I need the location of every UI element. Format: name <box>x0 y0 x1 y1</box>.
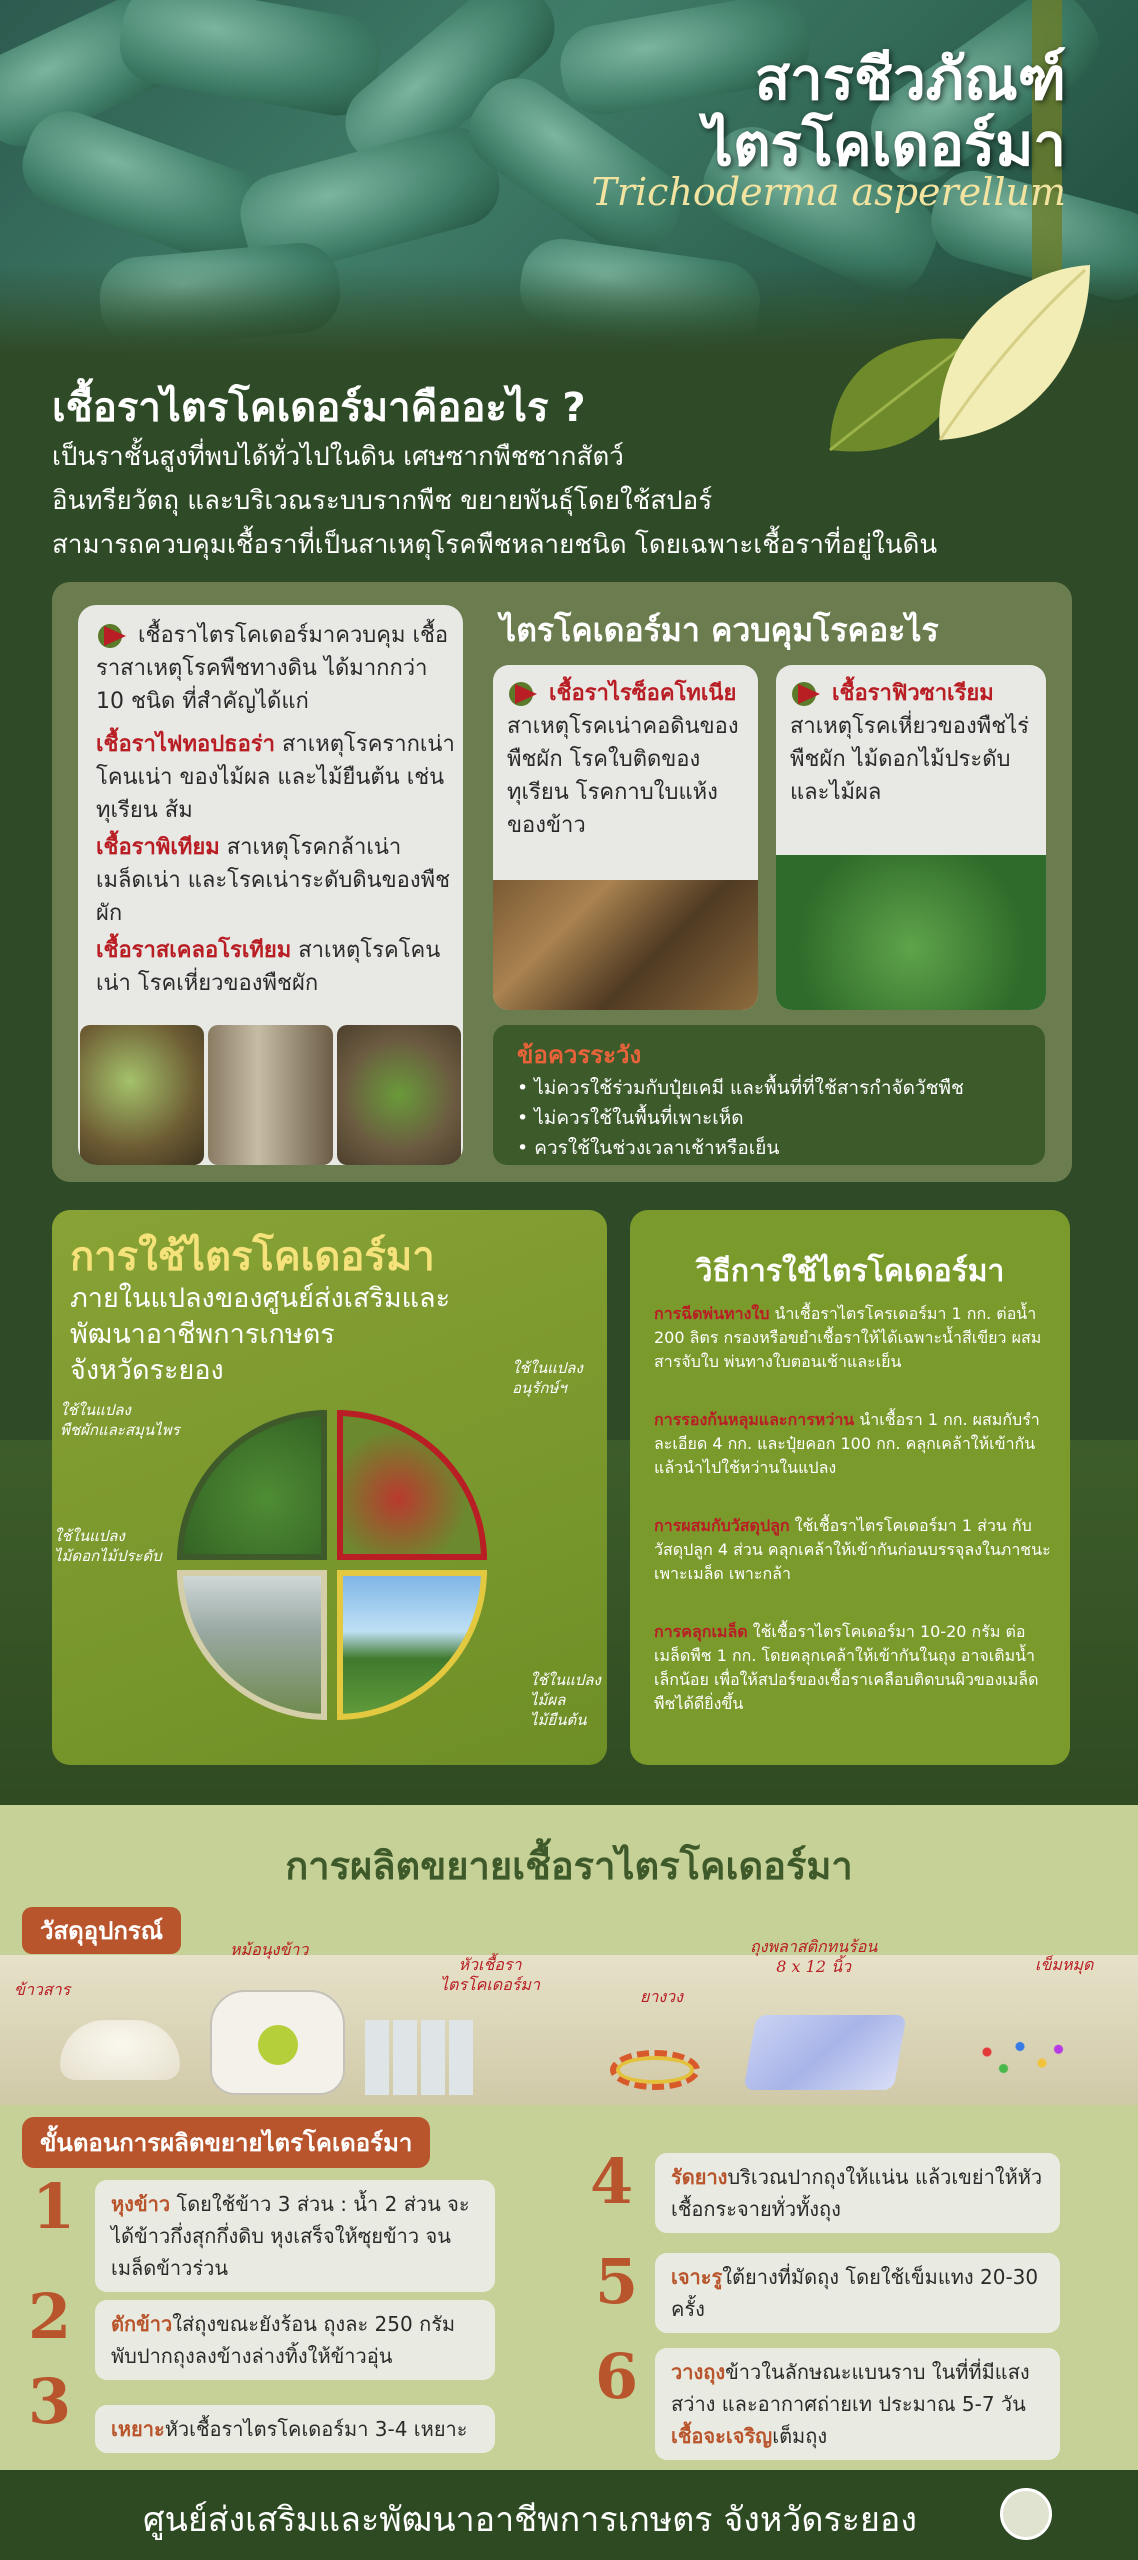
step-number: 1 <box>32 2170 76 2243</box>
rice-pile <box>60 2020 180 2080</box>
step-number: 5 <box>595 2245 639 2318</box>
material-cooker-label: หม้อนุงข้าว <box>230 1940 309 1959</box>
page-title-line2: ไตรโคเดอร์มา <box>703 111 1066 179</box>
photo-trunk-rot <box>208 1025 332 1165</box>
disease-photo-strip <box>78 1025 463 1165</box>
step-card-5: เจาะรูใต้ยางที่มัดถุง โดยใช้เข็มแทง 20-30 ครั้ง <box>655 2253 1060 2333</box>
materials-label: วัสดุอุปกรณ์ <box>22 1907 181 1954</box>
footer-organization: ศูนย์ส่งเสริมและพัฒนาอาชีพการเกษตร จังหวัดระยอง <box>143 2500 917 2540</box>
usage-sub-3: จังหวัดระยอง <box>70 1355 224 1386</box>
photo-vegetable-plot <box>177 1410 327 1560</box>
label-orchid: ใช้ในแปลง อนุรักษ์ฯ <box>512 1359 583 1397</box>
leaf-icon <box>800 250 1100 470</box>
control-list-card <box>78 605 463 1165</box>
method-item-1: การฉีดพ่นทางใบ นำเชื้อราไตรโครเดอร์มา 1 กก. ต่อน้ำ 200 ลิตร กรองหรือขยำเชื้อราให้ได้เฉพาะน้ำสีเขียว ผสมสารจับใบ พ่นทางใบตอนเช้าและเย็น <box>654 1304 1042 1371</box>
steps-label: ขั้นตอนการผลิตขยายไตรโคเดอร์มา <box>22 2117 430 2168</box>
method-item-2: การรองก้นหลุมและการหว่าน นำเชื้อรา 1 กก. ผสมกับรำละเอียด 4 กก. และปุ๋ยคอก 100 กก. คลุกเคล้าให้เข้ากันแล้วนำไปใช้หว่านในแปลง <box>654 1410 1040 1477</box>
control-heading: ไตรโคเดอร์มา ควบคุมโรคอะไร <box>500 611 939 649</box>
fusarium-desc: สาเหตุโรคเหี่ยวของพืชไร่ พืชผัก ไม้ดอกไม้ประดับ และไม้ผล <box>790 714 1030 805</box>
rubber-bands-icon <box>610 2050 700 2090</box>
control-item-2: เชื้อราพิเทียม สาเหตุโรคกล้าเน่า เมล็ดเน่า และโรคเน่าระดับดินของพืชผัก <box>96 835 451 926</box>
photo-orchid-plot <box>337 1410 487 1560</box>
control-item-1: เชื้อราไฟทอปธอร่า สาเหตุโรครากเน่าโคนเน่า ของไม้ผล และไม้ยืนต้น เช่น ทุเรียน ส้ม <box>96 732 455 823</box>
department-seal-icon <box>1000 2488 1052 2540</box>
photo-greenhouse <box>177 1570 327 1720</box>
production-section <box>0 1805 1138 2470</box>
page-title-line1: สารชีวภัณฑ์ <box>754 45 1066 113</box>
material-rice-label: ข้าวสาร <box>14 1980 71 1999</box>
method-item-3: การผสมกับวัสดุปลูก ใช้เชื้อราไตรโคเดอร์มา 1 ส่วน กับวัสดุปลูก 4 ส่วน คลุกเคล้าให้เข้ากันก่อนบรรจุลงในภาชนะเพาะเมล็ด เพาะกล้า <box>654 1516 1051 1583</box>
material-bag-label: ถุงพลาสติกทนร้อน 8 x 12 นิ้ว <box>750 1937 878 1976</box>
photo-seedling-rot <box>80 1025 204 1165</box>
method-title: วิธีการใช้ไตรโคเดอร์มา <box>695 1254 1005 1289</box>
arrow-bullet-icon <box>790 680 826 708</box>
rice-cooker-logo <box>258 2025 298 2065</box>
caution-item: • ไม่ควรใช้ร่วมกับปุ๋ยเคมี และพื้นที่ที่ใช้สารกำจัดวัชพืช <box>517 1077 964 1099</box>
rhizoctonia-card <box>493 665 758 1010</box>
photo-fruit-trees <box>337 1570 487 1720</box>
step-card-4: รัดยางบริเวณปากถุงให้แน่น แล้วเขย่าให้หัวเชื้อกระจายทั่วทั้งถุง <box>655 2153 1060 2233</box>
usage-sub-1: ภายในแปลงของศูนย์ส่งเสริมและ <box>70 1283 451 1314</box>
section-question-heading: เชื้อราไตรโคเดอร์มาคืออะไร ? <box>52 385 586 431</box>
production-title: การผลิตขยายเชื้อราไตรโคเดอร์มา <box>285 1844 853 1888</box>
control-item-3: เชื้อราสเคลอโรเทียม สาเหตุโรคโคนเน่า โรคเหี่ยวของพืชผัก <box>96 938 441 996</box>
step-card-2: ตักข้าวใส่ถุงขณะยังร้อน ถุงละ 250 กรัม พับปากถุงลงข้างล่างทิ้งให้ข้าวอุ่น <box>95 2300 495 2380</box>
usage-sub-2: พัฒนาอาชีพการเกษตร <box>70 1319 335 1350</box>
method-item-4: การคลุกเมล็ด ใช้เชื้อราไตรโคเดอร์มา 10-20 กรัม ต่อเมล็ดพืช 1 กก. โดยคลุกเคล้าให้เข้ากันในถุง อาจเติมน้ำเล็กน้อย เพื่อให้สปอร์ของเชื้อราเคลือบติดบนผิวของเมล็ดพืชได้ดียิ่งขึ้น <box>654 1622 1039 1713</box>
label-flower: ใช้ในแปลง ไม้ดอกไม้ประดับ <box>54 1527 162 1565</box>
usage-title: การใช้ไตรโคเดอร์มา <box>70 1234 435 1280</box>
label-vegetable: ใช้ในแปลง พืชผักและสมุนไพร <box>60 1401 180 1439</box>
step-card-1: หุงข้าว โดยใช้ข้าว 3 ส่วน : น้ำ 2 ส่วน จะได้ข้าวกึ่งสุกกึ่งดิบ หุงเสร็จให้ซุยข้าว จนเมล็ดข้าวร่วน <box>95 2180 495 2292</box>
step-number: 6 <box>595 2340 639 2413</box>
rhizoctonia-desc: สาเหตุโรคเน่าคอดินของพืชผัก โรคใบติดของทุเรียน โรคกาบใบแห้งของข้าว <box>507 714 739 838</box>
material-pin-label: เข็มหมุด <box>1035 1955 1094 1974</box>
footer <box>0 2470 1138 2560</box>
arrow-bullet-icon <box>96 622 132 650</box>
control-lead: เชื้อราไตรโคเดอร์มาควบคุม เชื้อราสาเหตุโรคพืชทางดิน ได้มากกว่า 10 ชนิด ที่สำคัญได้แก่ <box>96 623 449 714</box>
step-card-6: วางถุงข้าวในลักษณะแบนราบ ในที่ที่มีแสงสว่าง และอากาศถ่ายเท ประมาณ 5-7 วัน เชื้อจะเจริญเต็มถุง <box>655 2348 1060 2460</box>
usage-panel <box>52 1210 607 1765</box>
starter-bottles <box>365 2020 475 2095</box>
arrow-bullet-icon <box>507 680 543 708</box>
material-rubber-label: ยางวง <box>640 1987 683 2006</box>
caution-title: ข้อควรระวัง <box>517 1041 642 1069</box>
photo-soil-rot <box>337 1025 461 1165</box>
caution-box <box>493 1025 1045 1165</box>
photo-wilted-plant <box>776 855 1046 1010</box>
intro-line-1: เป็นราชั้นสูงที่พบได้ทั่วไปในดิน เศษซากพืชซากสัตว์ <box>52 442 624 472</box>
step-number: 4 <box>590 2145 634 2218</box>
scientific-name: Trichoderma asperellum <box>591 170 1066 214</box>
plastic-bag-icon <box>743 2015 906 2090</box>
caution-item: • ไม่ควรใช้ในพื้นที่เพาะเห็ด <box>517 1107 744 1129</box>
step-number: 3 <box>28 2365 72 2438</box>
material-starter-label: หัวเชื้อรา ไตรโคเดอร์มา <box>440 1955 540 1994</box>
intro-line-2: อินทรียวัตถุ และบริเวณระบบรากพืช ขยายพันธุ์โดยใช้สปอร์ <box>52 486 713 516</box>
label-fruit: ใช้ในแปลง ไม้ผล ไม้ยืนต้น <box>530 1671 601 1729</box>
photo-dry-leaves <box>493 880 758 1010</box>
pins-icon <box>965 2030 1075 2085</box>
step-card-3: เหยาะหัวเชื้อราไตรโคเดอร์มา 3-4 เหยาะ <box>95 2405 495 2453</box>
step-number: 2 <box>28 2280 72 2353</box>
fusarium-name: เชื้อราฟิวซาเรียม <box>832 681 994 706</box>
method-panel <box>630 1210 1070 1765</box>
fusarium-card <box>776 665 1046 1010</box>
caution-item: • ควรใช้ในช่วงเวลาเช้าหรือเย็น <box>517 1137 780 1159</box>
rhizoctonia-name: เชื้อราไรซ็อคโทเนีย <box>549 681 737 706</box>
intro-line-3: สามารถควบคุมเชื้อราที่เป็นสาเหตุโรคพืชหลายชนิด โดยเฉพาะเชื้อราที่อยู่ในดิน <box>52 530 938 560</box>
